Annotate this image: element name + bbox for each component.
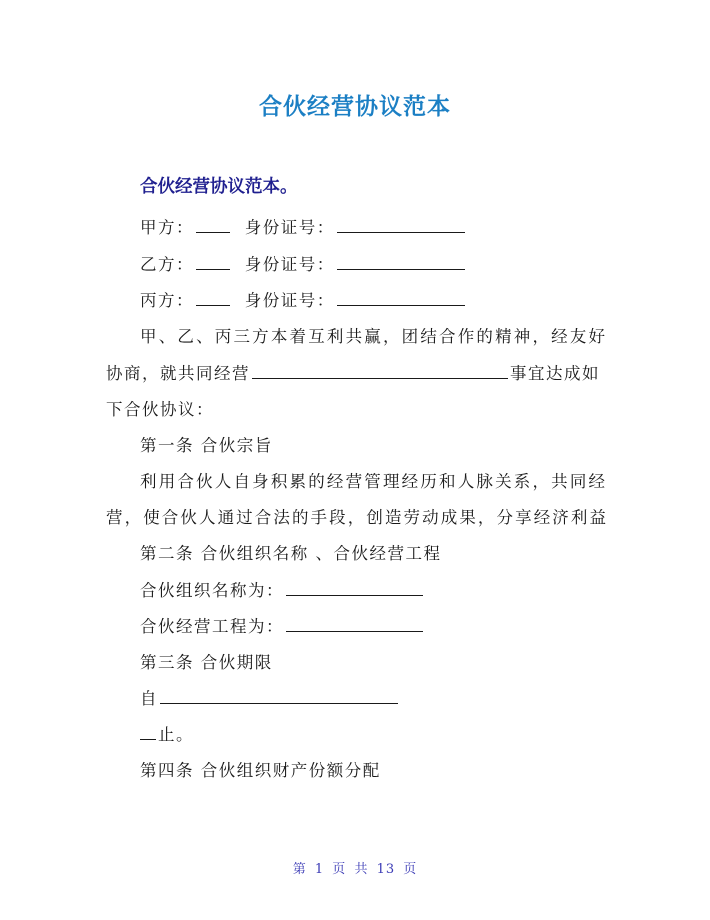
party-b-id-blank [337,254,465,270]
document-subtitle: 合伙经营协议范本。 [140,177,298,197]
org-name-label: 合伙组织名称为： [140,581,284,600]
article-3-heading: 第三条 合伙期限 [140,653,273,672]
article-2-heading: 第二条 合伙组织名称 、合伙经营工程 [140,544,442,563]
party-c-label: 丙方： [140,291,194,310]
term-until-label: 止。 [158,725,194,744]
party-a-id-label: 身份证号： [244,218,335,237]
footer-total-word: 共 [354,862,369,877]
party-a-label: 甲方： [140,218,194,237]
party-c-line [140,290,467,312]
party-a-id-blank [337,217,465,233]
intro-line-1: 甲、乙、丙三方本着互利共赢，团结合作的精神，经友好 [140,327,605,346]
org-name-blank [286,580,423,596]
party-a-line [140,217,467,239]
intro-line-3: 下合伙协议： [106,400,214,419]
article-1-line-2: 营，使合伙人通过合法的手段，创造劳动成果，分享经济利益 [106,508,606,527]
party-c-name-blank [196,290,230,306]
footer-page-number: 1 [314,862,325,877]
intro-line-2-before: 协商，就共同经营 [106,364,250,383]
party-c-id-blank [337,290,465,306]
org-name-line [140,580,425,602]
intro-line-2-after: 事宜达成如 [510,364,600,383]
footer-page-unit: 页 [332,862,347,877]
footer-total-unit: 页 [403,862,418,877]
party-b-id-label: 身份证号： [244,255,335,274]
party-c-id-label: 身份证号： [244,291,335,310]
project-label: 合伙经营工程为： [140,617,284,636]
page-footer [0,858,710,877]
party-b-label: 乙方： [140,255,194,274]
article-4-heading: 第四条 合伙组织财产份额分配 [140,761,381,780]
page-title: 合伙经营协议范本 [259,94,451,120]
term-from-blank [160,688,398,704]
footer-total-pages: 13 [376,862,396,877]
business-blank [252,363,508,379]
party-a-name-blank [196,217,230,233]
party-b-line [140,254,467,276]
term-until-blank [140,724,156,740]
project-line [140,616,425,638]
article-1-heading: 第一条 合伙宗旨 [140,436,273,455]
project-blank [286,616,423,632]
intro-line-2 [106,363,606,385]
term-until-line [140,724,194,746]
term-from-line [140,688,400,710]
party-b-name-blank [196,254,230,270]
term-from-label: 自 [140,689,158,708]
footer-page-word: 第 [292,862,307,877]
article-1-line-1: 利用合伙人自身积累的经营管理经历和人脉关系，共同经 [140,472,605,491]
